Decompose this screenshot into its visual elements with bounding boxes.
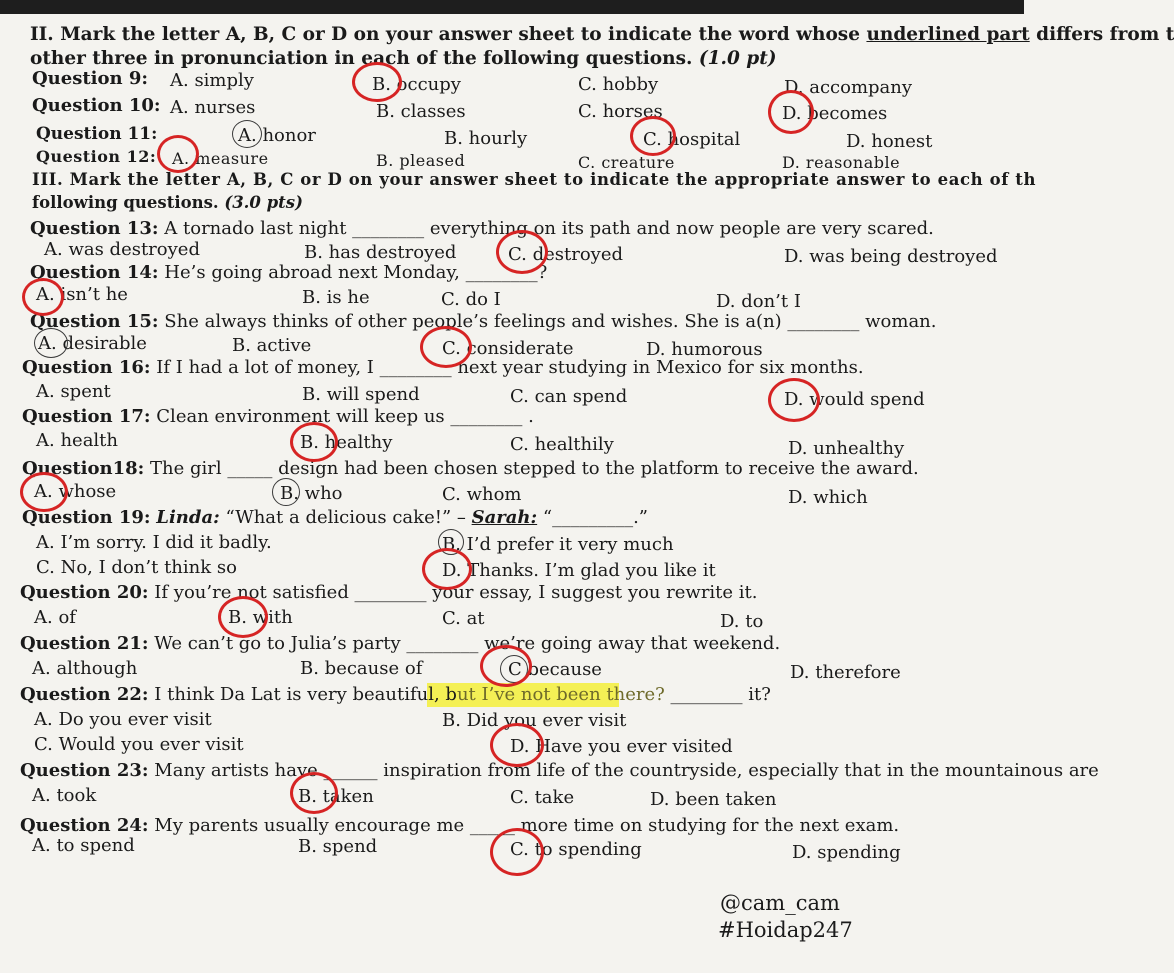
q17-option-b[interactable]: B. healthy (300, 432, 393, 453)
q18-stem: Question18: The girl _____ design had been chosen stepped to the platform to receive the award. (22, 458, 919, 479)
q10-option-a[interactable]: A. nurses (170, 97, 256, 118)
q24-stem: Question 24: My parents usually encourage me _____ more time on studying for the next exam. (20, 815, 900, 836)
q13-option-a[interactable]: A. was destroyed (44, 239, 200, 260)
q12-option-a[interactable]: A. measure (172, 149, 269, 168)
q16-option-b[interactable]: B. will spend (302, 384, 420, 405)
q16-option-d[interactable]: D. would spend (784, 389, 925, 410)
q18-option-b[interactable]: B. who (280, 483, 343, 504)
q13-option-c[interactable]: C. destroyed (508, 244, 624, 265)
q14-option-a[interactable]: A. isn’t he (36, 284, 128, 305)
section-2-heading-line1: II. Mark the letter A, B, C or D on your answer sheet to indicate the word whose underlined part differs from t (30, 24, 1174, 45)
q19-option-a[interactable]: A. I’m sorry. I did it badly. (36, 532, 272, 553)
q13-option-d[interactable]: D. was being destroyed (784, 246, 998, 267)
q24-option-c[interactable]: C. to spending (510, 839, 642, 860)
q9-label: Question 9: (32, 68, 149, 89)
q14-option-b[interactable]: B. is he (302, 287, 370, 308)
q12-option-b[interactable]: B. pleased (376, 151, 466, 170)
q21-option-d[interactable]: D. therefore (790, 662, 901, 683)
watermark-tag: #Hoidap247 (718, 918, 853, 942)
q22-option-b[interactable]: B. Did you ever visit (442, 710, 627, 731)
q11-option-d[interactable]: D. honest (846, 131, 933, 152)
q11-option-a[interactable]: A. honor (238, 125, 316, 146)
q17-stem: Question 17: Clean environment will keep us ________ . (22, 406, 534, 427)
q18-option-a[interactable]: A. whose (34, 481, 117, 502)
q24-option-b[interactable]: B. spend (298, 836, 378, 857)
q9-option-a[interactable]: A. simply (170, 70, 254, 91)
q9-option-d[interactable]: D. accompany (784, 77, 913, 98)
q23-option-c[interactable]: C. take (510, 787, 575, 808)
q12-label: Question 12: (36, 147, 157, 166)
q12-option-d[interactable]: D. reasonable (782, 153, 901, 172)
top-edge (0, 0, 1024, 14)
q14-stem: Question 14: He’s going abroad next Monday, ________? (30, 262, 548, 283)
q14-option-d[interactable]: D. don’t I (716, 291, 801, 312)
q15-option-b[interactable]: B. active (232, 335, 312, 356)
q20-stem: Question 20: If you’re not satisfied ________ your essay, I suggest you rewrite it. (20, 582, 758, 603)
q9-option-b[interactable]: B. occupy (372, 74, 461, 95)
q21-option-a[interactable]: A. although (32, 658, 138, 679)
q10-option-d[interactable]: D. becomes (782, 103, 888, 124)
q17-option-d[interactable]: D. unhealthy (788, 438, 905, 459)
q24-option-d[interactable]: D. spending (792, 842, 901, 863)
q23-option-a[interactable]: A. took (32, 785, 97, 806)
q22-option-c[interactable]: C. Would you ever visit (34, 734, 244, 755)
q23-option-d[interactable]: D. been taken (650, 789, 777, 810)
q15-option-c[interactable]: C. considerate (442, 338, 574, 359)
q22-option-d[interactable]: D. Have you ever visited (510, 736, 733, 757)
q16-option-c[interactable]: C. can spend (510, 386, 628, 407)
q14-option-c[interactable]: C. do I (441, 289, 501, 310)
q21-option-c[interactable]: C because (508, 659, 602, 680)
q16-stem: Question 16: If I had a lot of money, I ________ next year studying in Mexico for six months. (22, 357, 864, 378)
q10-option-b[interactable]: B. classes (376, 101, 466, 122)
q15-option-d[interactable]: D. humorous (646, 339, 763, 360)
q12-option-c[interactable]: C. creature (578, 153, 675, 172)
q10-label: Question 10: (32, 95, 161, 116)
q13-option-b[interactable]: B. has destroyed (304, 242, 457, 263)
section-2-heading-line2: other three in pronunciation in each of the following questions. (1.0 pt) (30, 48, 777, 69)
q10-option-c[interactable]: C. horses (578, 101, 663, 122)
q11-option-b[interactable]: B. hourly (444, 128, 528, 149)
q11-option-c[interactable]: C. hospital (643, 129, 741, 150)
q22-stem: Question 22: I think Da Lat is very beautiful, but I’ve not been there? ________ it? (20, 684, 771, 705)
q13-stem: Question 13: A tornado last night ________ everything on its path and now people are very scared. (30, 218, 934, 239)
q18-option-d[interactable]: D. which (788, 487, 868, 508)
q17-option-c[interactable]: C. healthily (510, 434, 614, 455)
section-3-heading-line1: III. Mark the letter A, B, C or D on your answer sheet to indicate the appropriate answer to each of th (32, 170, 1037, 189)
q20-option-c[interactable]: C. at (442, 608, 485, 629)
q22-option-a[interactable]: A. Do you ever visit (34, 709, 212, 730)
section-3-heading-line2: following questions. (3.0 pts) (32, 193, 303, 212)
q20-option-a[interactable]: A. of (34, 607, 76, 628)
q11-label: Question 11: (36, 124, 158, 144)
watermark-handle: @cam_cam (720, 891, 840, 915)
q23-stem: Question 23: Many artists have ______ inspiration from life of the countryside, especially that in the mountainous are (20, 760, 1099, 781)
q9-option-c[interactable]: C. hobby (578, 74, 659, 95)
q15-stem: Question 15: She always thinks of other people’s feelings and wishes. She is a(n) ________ woman. (30, 311, 937, 332)
q16-option-a[interactable]: A. spent (36, 381, 111, 402)
q20-option-b[interactable]: B. with (228, 607, 293, 628)
q21-option-b[interactable]: B. because of (300, 658, 423, 679)
q15-option-a[interactable]: A. desirable (38, 333, 147, 354)
q18-option-c[interactable]: C. whom (442, 484, 522, 505)
q20-option-d[interactable]: D. to (720, 611, 764, 632)
q19-option-d[interactable]: D. Thanks. I’m glad you like it (442, 560, 716, 581)
q19-stem: Question 19: Linda: “What a delicious cake!” – Sarah: “_________.” (22, 507, 649, 528)
q19-option-c[interactable]: C. No, I don’t think so (36, 557, 237, 578)
q23-option-b[interactable]: B. taken (298, 786, 374, 807)
q17-option-a[interactable]: A. health (36, 430, 119, 451)
q19-option-b[interactable]: B. I’d prefer it very much (442, 534, 674, 555)
q24-option-a[interactable]: A. to spend (32, 835, 135, 856)
q21-stem: Question 21: We can’t go to Julia’s party ________ we’re going away that weekend. (20, 633, 781, 654)
